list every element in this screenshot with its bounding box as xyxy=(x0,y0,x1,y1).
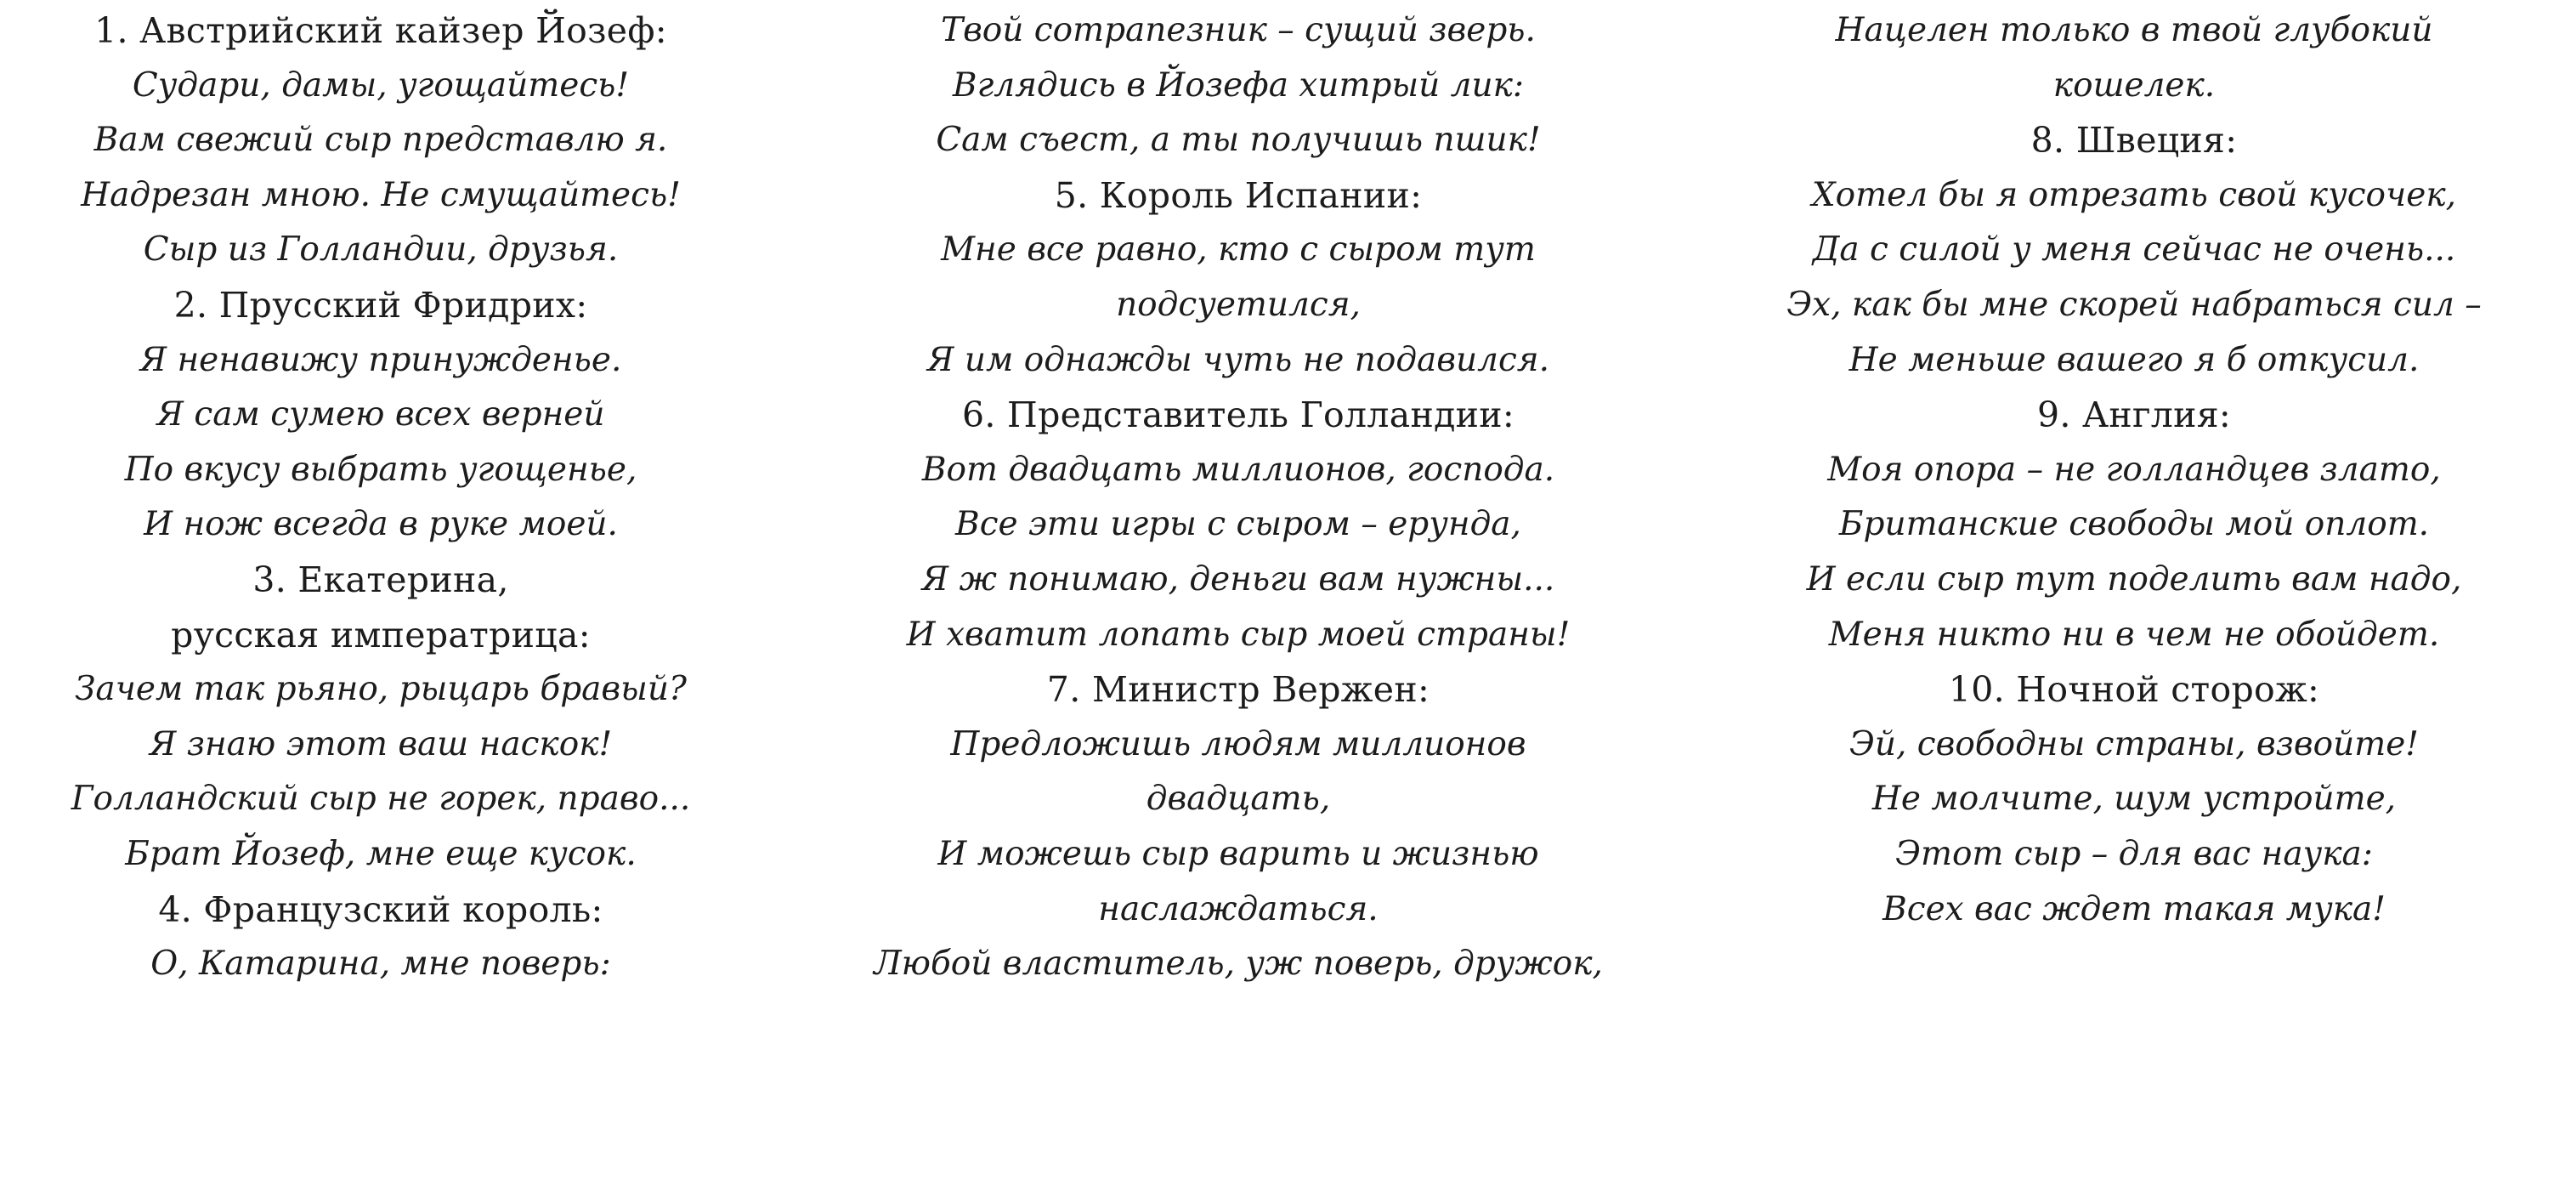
verse-line: Твой сотрапезник – сущий зверь. xyxy=(941,11,1536,49)
verse-line: Предложишь людям миллионов xyxy=(950,724,1526,763)
verse-line: Нацелен только в твой глубокий xyxy=(1835,11,2433,49)
verse-line: Я им однажды чуть не подавился. xyxy=(926,340,1550,379)
verse-line: Надрезан мною. Не смущайтесь! xyxy=(81,175,681,214)
speaker-heading: 7. Министр Вержен: xyxy=(1046,669,1430,711)
verse-line: Вот двадцать миллионов, господа. xyxy=(921,450,1555,489)
verse-line: Я знаю этот ваш наскок! xyxy=(149,724,613,763)
verse-line: Я сам сумею всех верней xyxy=(156,395,605,434)
verse-line: Вам свежий сыр представлю я. xyxy=(93,121,668,160)
speaker-heading: 4. Французский король: xyxy=(158,888,603,930)
verse-line: двадцать, xyxy=(1146,780,1331,819)
speaker-heading: 2. Прусский Фридрих: xyxy=(173,284,588,326)
speaker-heading: 5. Король Испании: xyxy=(1054,174,1423,216)
verse-line: Все эти игры с сыром – ерунда, xyxy=(955,505,1521,544)
speaker-heading: 10. Ночной сторож: xyxy=(1948,669,2320,711)
verse-line: подсуетился, xyxy=(1116,285,1361,324)
verse-line: Мне все равно, кто с сыром тут xyxy=(941,230,1536,270)
verse-line: Не меньше вашего я б откусил. xyxy=(1848,340,2420,379)
verse-line: По вкусу выбрать угощенье, xyxy=(124,450,637,489)
verse-line: Вглядись в Йозефа хитрый лик: xyxy=(952,65,1525,105)
verse-line: Эй, свободны страны, взвойте! xyxy=(1849,724,2419,763)
verse-line: Меня никто ни в чем не обойдет. xyxy=(1828,615,2440,654)
verse-line: Любой властитель, уж поверь, дружок, xyxy=(874,945,1603,984)
verse-line: И нож всегда в руке моей. xyxy=(144,505,618,544)
speaker-heading: 1. Австрийский кайзер Йозеф: xyxy=(94,10,667,51)
verse-line: Всех вас ждет такая мука! xyxy=(1882,889,2386,928)
verse-line: Эх, как бы мне скорей набраться сил – xyxy=(1786,285,2482,324)
text-column-3 xyxy=(1713,3,2555,1186)
verse-line: Сам съест, а ты получишь пшик! xyxy=(936,121,1541,160)
verse-line: Да с силой у меня сейчас не очень... xyxy=(1812,230,2456,270)
verse-line: Я ж понимаю, деньги вам нужны... xyxy=(921,559,1555,599)
speaker-heading: русская императрица: xyxy=(171,614,591,655)
verse-line: Брат Йозеф, мне еще кусок. xyxy=(125,834,637,873)
verse-line: О, Катарина, мне поверь: xyxy=(150,945,611,984)
verse-line: Не молчите, шум устройте, xyxy=(1871,780,2397,819)
text-column-2 xyxy=(806,3,1671,1186)
verse-line: кошелек. xyxy=(2052,65,2216,105)
verse-line: Я ненавижу принужденье. xyxy=(139,340,622,379)
verse-line: И хватит лопать сыр моей страны! xyxy=(906,615,1571,654)
speaker-heading: 3. Екатерина, xyxy=(252,559,509,600)
verse-line: И можешь сыр варить и жизнью xyxy=(937,834,1539,873)
verse-line: Моя опора – не голландцев злато, xyxy=(1827,450,2441,489)
verse-line: наслаждаться. xyxy=(1098,889,1379,928)
verse-line: Сыр из Голландии, друзья. xyxy=(143,230,619,270)
verse-line: Зачем так рьяно, рыцарь бравый? xyxy=(75,670,687,709)
text-column-1 xyxy=(7,3,755,1186)
speaker-heading: 6. Представитель Голландии: xyxy=(961,394,1514,436)
speaker-heading: 8. Швеция: xyxy=(2030,120,2238,162)
verse-line: Этот сыр – для вас наука: xyxy=(1895,834,2373,873)
verse-line: И если сыр тут поделить вам надо, xyxy=(1806,559,2462,599)
verse-line: Голландский сыр не горек, право... xyxy=(71,780,691,819)
verse-line: Судари, дамы, угощайтесь! xyxy=(132,65,630,105)
verse-line: Хотел бы я отрезать свой кусочек, xyxy=(1811,175,2457,214)
verse-line: Британские свободы мой оплот. xyxy=(1838,505,2430,544)
speaker-heading: 9. Англия: xyxy=(2036,394,2232,436)
